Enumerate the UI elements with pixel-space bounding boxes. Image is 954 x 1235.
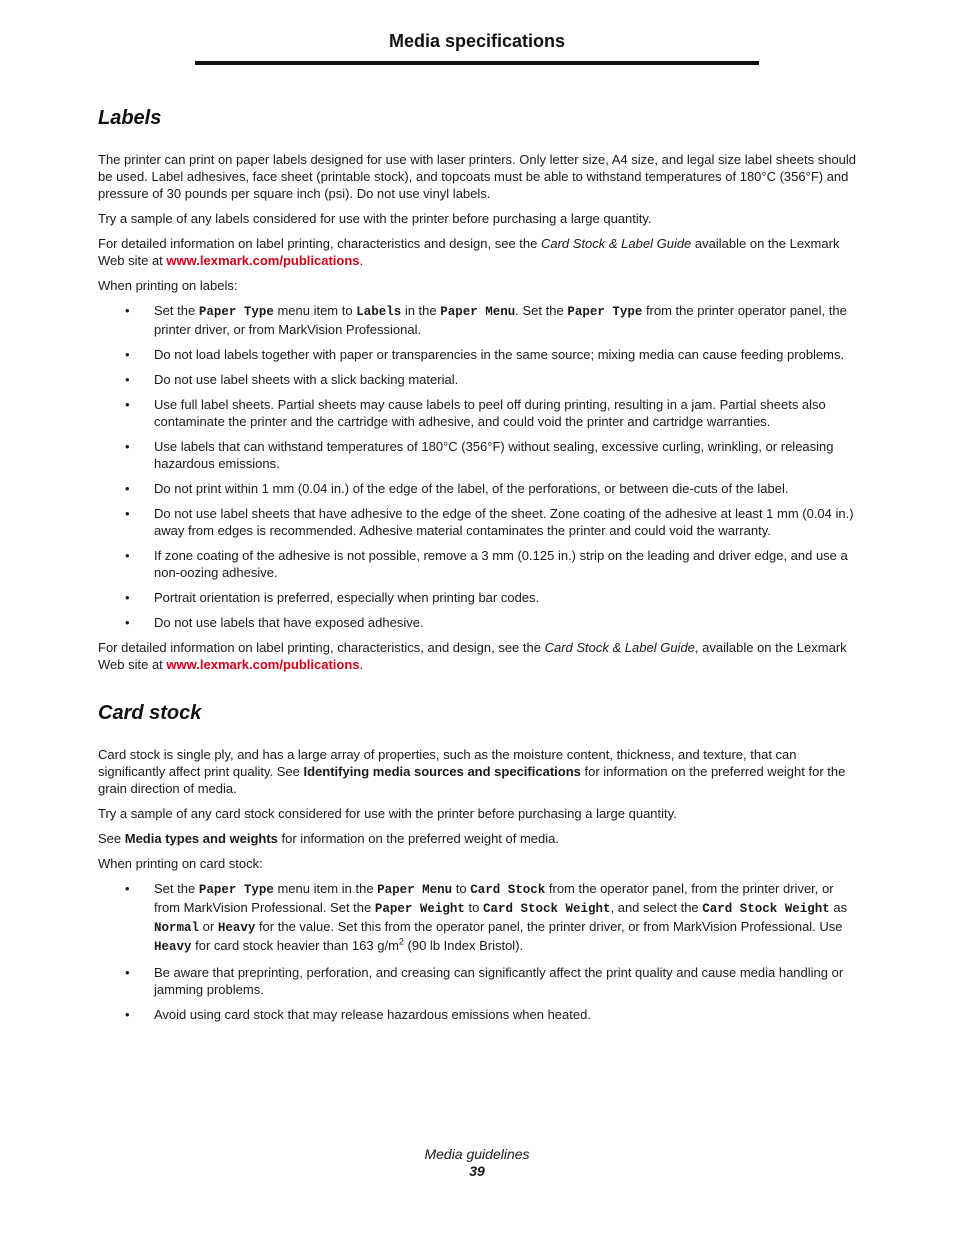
labels-heading: Labels: [98, 107, 162, 129]
card-stock-weights-paragraph: [98, 830, 858, 847]
bullet: •: [125, 1007, 130, 1022]
text: .: [359, 657, 364, 672]
bullet: •: [125, 881, 130, 896]
text: for the value. Set this from the operator panel, the printer driver, or from MarkVision Professional. Use: [255, 919, 843, 934]
menu-item-code: Normal: [154, 921, 200, 935]
labels-sample-paragraph: Try a sample of any labels considered for use with the printer before purchasing a large quantity.: [98, 211, 652, 226]
text: as: [829, 900, 848, 915]
publications-link[interactable]: www.lexmark.com/publications: [166, 657, 360, 672]
bullet: •: [125, 303, 130, 318]
list-item: [98, 614, 858, 631]
text: to: [452, 881, 471, 896]
text: Set the: [154, 303, 199, 318]
text: Avoid using card stock that may release hazardous emissions when heated.: [154, 1007, 591, 1022]
menu-item-code: Paper Type: [198, 305, 274, 319]
menu-item-code: Heavy: [154, 940, 192, 954]
text: from the printer operator panel, the printer driver, or from MarkVision Professional.: [154, 303, 847, 337]
bullet: •: [125, 965, 130, 980]
labels-when-printing: When printing on labels:: [98, 278, 238, 293]
bullet: •: [125, 548, 130, 563]
menu-item-code: Paper Menu: [377, 883, 453, 897]
list-item: [98, 880, 858, 956]
list-item: [98, 302, 858, 338]
text: Portrait orientation is preferred, especially when printing bar codes.: [154, 590, 540, 605]
menu-item-code: Card Stock: [470, 883, 546, 897]
text: for information on the preferred weight of media.: [277, 831, 559, 846]
text: menu item in the: [273, 881, 378, 896]
text: Do not use label sheets with a slick backing material.: [154, 372, 459, 387]
page-footer: [0, 1146, 954, 1180]
cross-reference-link[interactable]: Media types and weights: [124, 831, 278, 846]
list-item: [98, 396, 858, 430]
text: For detailed information on label printing, characteristics and design, see the: [98, 236, 541, 251]
text: For detailed information on label printing, characteristics, and design, see the: [98, 640, 545, 655]
page-content: [98, 106, 858, 1031]
list-item: [98, 480, 858, 497]
text: in the: [401, 303, 441, 318]
menu-item-code: Card Stock Weight: [482, 902, 611, 916]
header-rule: [195, 61, 759, 65]
card-stock-heading: Card stock: [98, 702, 202, 724]
list-item: [98, 346, 858, 363]
menu-item-code: Heavy: [217, 921, 256, 935]
text: If zone coating of the adhesive is not possible, remove a 3 mm (0.125 in.) strip on the leading and driver edge, and use a non-oozing adhesive.: [154, 548, 848, 580]
guide-title: Card Stock & Label Guide: [544, 640, 695, 655]
bullet: •: [125, 481, 130, 496]
text: Set the: [154, 881, 199, 896]
bullet: •: [125, 590, 130, 605]
card-stock-intro-paragraph: [98, 746, 858, 797]
text: from the operator panel, from the printer driver, or from MarkVision Professional. Set the: [154, 881, 834, 915]
text: for information on the preferred weight for the grain direction of media.: [98, 764, 846, 796]
cross-reference-link[interactable]: Identifying media sources and specifications: [303, 764, 581, 779]
bullet: •: [125, 615, 130, 630]
list-item: [98, 371, 858, 388]
card-stock-when-printing: When printing on card stock:: [98, 856, 263, 871]
menu-item-code: Card Stock Weight: [702, 902, 830, 916]
publications-link[interactable]: www.lexmark.com/publications: [166, 253, 360, 268]
bullet: •: [125, 506, 130, 521]
card-stock-bullet-list: [98, 880, 858, 1023]
bullet: •: [125, 347, 130, 362]
bullet: •: [125, 397, 130, 412]
labels-guide-paragraph: [98, 235, 858, 269]
list-item: [98, 964, 858, 998]
guide-title: Card Stock & Label Guide: [540, 236, 692, 251]
list-item: [98, 589, 858, 606]
text: Use labels that can withstand temperatures of 180°C (356°F) without sealing, excessive curling, wrinkling, or releasing hazardous emissions.: [154, 439, 834, 471]
text: . Set the: [515, 303, 568, 318]
text: Do not print within 1 mm (0.04 in.) of the edge of the label, of the perforations, or between die-cuts of the label.: [154, 481, 789, 496]
text: Be aware that preprinting, perforation, and creasing can significantly affect the print quality and cause media handling or jamming problems.: [154, 965, 844, 997]
text: Do not use labels that have exposed adhesive.: [154, 615, 424, 630]
text: (90 lb Index Bristol).: [403, 938, 524, 953]
list-item: [98, 438, 858, 472]
text: for card stock heavier than 163 g/m: [191, 938, 399, 953]
menu-item-code: Paper Type: [567, 305, 643, 319]
text: .: [359, 253, 364, 268]
menu-item-code: Labels: [356, 305, 402, 319]
list-item: [98, 1006, 858, 1023]
labels-bullet-list: [98, 302, 858, 631]
text: Do not use label sheets that have adhesive to the edge of the sheet. Zone coating of the adhesive at least 1 mm (0.04 in.) away from edges is recommended. Adhesive material contaminates the printer and could void the warranty.: [154, 506, 854, 538]
superscript: 2: [398, 936, 404, 947]
text: Card stock is single ply, and has a large array of properties, such as the moisture content, thickness, and texture, that can significantly affect print quality. See: [98, 747, 797, 779]
list-item: [98, 547, 858, 581]
page-number: 39: [469, 1163, 485, 1179]
footer-section-name: Media guidelines: [424, 1146, 530, 1162]
text: , and select the: [610, 900, 703, 915]
text: to: [464, 900, 483, 915]
text: Use full label sheets. Partial sheets may cause labels to peel off during printing, resulting in a jam. Partial sheets also contaminate the printer and the cartridge with adhesive, and could void the printer and cartridge warranties.: [154, 397, 826, 429]
menu-item-code: Paper Type: [198, 883, 274, 897]
labels-intro-paragraph: The printer can print on paper labels designed for use with laser printers. Only letter size, A4 size, and legal size label sheets should be used. Label adhesives, face sheet (printable stock), and topcoats must be able to withstand temperatures of 180°C (356°F) and pressure of 30 pounds per square inch (psi). Do not use vinyl labels.: [98, 152, 857, 201]
text: available on the Lexmark Web site at: [98, 236, 840, 268]
menu-item-code: Paper Weight: [374, 902, 465, 916]
card-stock-sample-paragraph: Try a sample of any card stock considered for use with the printer before purchasing a large quantity.: [98, 806, 677, 821]
text: See: [98, 831, 125, 846]
menu-item-code: Paper Menu: [440, 305, 516, 319]
bullet: •: [125, 439, 130, 454]
text: or: [199, 919, 218, 934]
text: menu item to: [273, 303, 357, 318]
bullet: •: [125, 372, 130, 387]
list-item: [98, 505, 858, 539]
text: Do not load labels together with paper or transparencies in the same source; mixing media can cause feeding problems.: [154, 347, 845, 362]
labels-guide-paragraph-2: [98, 639, 858, 673]
page-header-title: Media specifications: [388, 31, 566, 51]
text: , available on the Lexmark Web site at: [98, 640, 847, 672]
